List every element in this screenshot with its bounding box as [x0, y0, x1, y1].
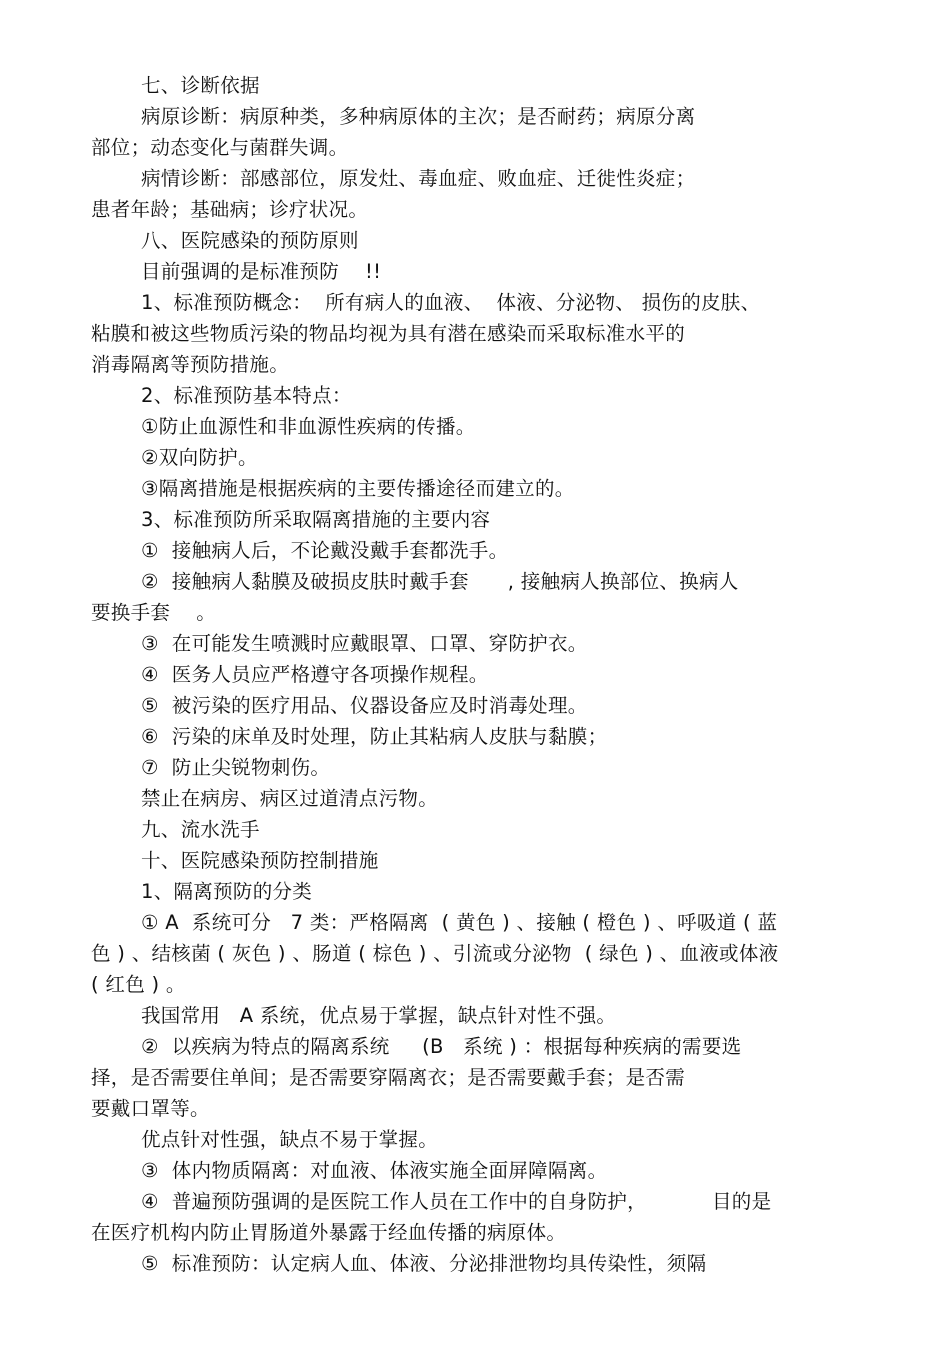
- list-item: ③ 体内物质隔离：对血液、体液实施全面屏障隔离。: [141, 1159, 608, 1182]
- list-item: ⑤ 被污染的医疗用品、仪器设备应及时消毒处理。: [141, 694, 588, 717]
- paragraph-line: 3、标准预防所采取隔离措施的主要内容: [141, 508, 491, 531]
- list-item: ① A 系统可分 7 类：严格隔离 ( 黄色 ) 、接触 ( 橙色 ) 、呼吸道 ( 蓝: [141, 911, 778, 934]
- list-item: ②双向防护。: [141, 446, 258, 469]
- paragraph-line: 病原诊断：病原种类，多种病原体的主次；是否耐药；病原分离: [141, 105, 696, 128]
- paragraph-line: 要换手套 。: [91, 601, 216, 624]
- paragraph-line: 1、标准预防概念： 所有病人的血液、 体液、分泌物、 损伤的皮肤、: [141, 291, 761, 314]
- paragraph-line: 消毒隔离等预防措施。: [91, 353, 290, 376]
- list-item: ② 接触病人黏膜及破损皮肤时戴手套 , 接触病人换部位、换病人: [141, 570, 739, 593]
- list-item: ③隔离措施是根据疾病的主要传播途径而建立的。: [141, 477, 575, 500]
- list-item: ⑥ 污染的床单及时处理，防止其粘病人皮肤与黏膜；: [141, 725, 608, 748]
- paragraph-line: 色 ) 、结核菌 ( 灰色 ) 、肠道 ( 棕色 ) 、引流或分泌物 ( 绿色 ) 、血液或体液: [91, 942, 779, 965]
- paragraph-line: 患者年龄；基础病；诊疗状况。: [91, 198, 369, 221]
- section-heading-8: 八、医院感染的预防原则: [141, 229, 359, 252]
- paragraph-line: 禁止在病房、病区过道清点污物。: [141, 787, 439, 810]
- section-heading-7: 七、诊断依据: [141, 74, 260, 97]
- paragraph-line: 优点针对性强，缺点不易于掌握。: [141, 1128, 439, 1151]
- paragraph-line: ( 红色 ) 。: [91, 973, 186, 996]
- paragraph-line: 目前强调的是标准预防 !!: [141, 260, 382, 283]
- paragraph-line: 择，是否需要住单间；是否需要穿隔离衣；是否需要戴手套；是否需: [91, 1066, 686, 1089]
- paragraph-line: 要戴口罩等。: [91, 1097, 210, 1120]
- list-item: ② 以疾病为特点的隔离系统 (B 系统 ) ：根据每种疾病的需要选: [141, 1035, 742, 1058]
- paragraph-line: 粘膜和被这些物质污染的物品均视为具有潜在感染而采取标准水平的: [91, 322, 686, 345]
- list-item: ⑤ 标准预防：认定病人血、体液、分泌排泄物均具传染性，须隔: [141, 1252, 707, 1275]
- section-heading-10: 十、医院感染预防控制措施: [141, 849, 379, 872]
- list-item: ①防止血源性和非血源性疾病的传播。: [141, 415, 476, 438]
- paragraph-line: 1、隔离预防的分类: [141, 880, 313, 903]
- paragraph-line: 部位；动态变化与菌群失调。: [91, 136, 349, 159]
- paragraph-line: 在医疗机构内防止胃肠道外暴露于经血传播的病原体。: [91, 1221, 567, 1244]
- paragraph-line: 2、标准预防基本特点：: [141, 384, 352, 407]
- list-item: ⑦ 防止尖锐物刺伤。: [141, 756, 331, 779]
- list-item: ④ 医务人员应严格遵守各项操作规程。: [141, 663, 489, 686]
- list-item: ① 接触病人后，不论戴没戴手套都洗手。: [141, 539, 509, 562]
- list-item: ③ 在可能发生喷溅时应戴眼罩、口罩、穿防护衣。: [141, 632, 588, 655]
- list-item: ④ 普遍预防强调的是医院工作人员在工作中的自身防护， 目的是: [141, 1190, 772, 1213]
- paragraph-line: 病情诊断：部感部位，原发灶、毒血症、败血症、迁徙性炎症；: [141, 167, 696, 190]
- section-heading-9: 九、流水洗手: [141, 818, 260, 841]
- paragraph-line: 我国常用 A 系统，优点易于掌握，缺点针对性不强。: [141, 1004, 617, 1027]
